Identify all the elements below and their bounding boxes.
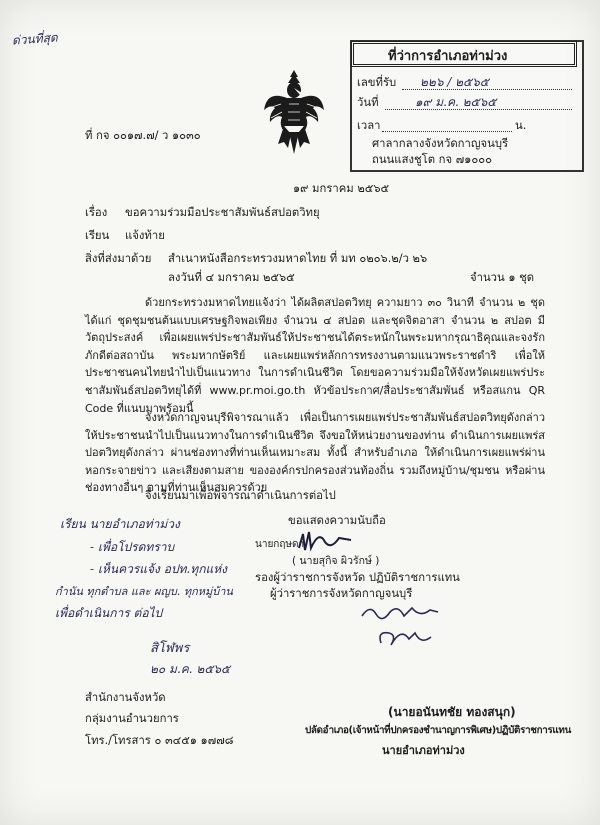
district-signer-title-2: นายอำเภอท่าม่วง: [382, 744, 465, 757]
footer-phone: โทร./โทรสาร ๐ ๓๔๕๑ ๑๗๗๘: [85, 734, 234, 747]
footer-office: สำนักงานจังหวัด: [85, 691, 166, 704]
attachment-quantity: จำนวน ๑ ชุด: [470, 271, 535, 284]
handwritten-line-5: เพื่อดำเนินการ ต่อไป: [55, 606, 163, 620]
sender-address-line1: ศาลากลางจังหวัดกาญจนบุรี: [372, 137, 509, 150]
reference-number: ที่ กจ ๐๐๑๗.๗/ ว ๑๐๓๐: [85, 129, 201, 142]
body-paragraph-1: ด้วยกระทรวงมหาดไทยแจ้งว่า ได้ผลิตสปอตวิทยุ ความยาว ๓๐ วินาที จำนวน ๒ ชุด ได้แก่ ชุดชุมชนต้นแบบเศรษฐกิจพอเพียง จำนวน ๔ สปอต และชุดจิตอาสา จำนวน ๒ สปอต มีวัตถุประสงค์ เพื่อเผยแพร่ประชาสัมพันธ์ให้ประชาชนได้ตระหนักในพระมหากรุณาธิคุณและจงรักภักดีต่อสถาบัน พระมหากษัตริย์ และเผยแพร่หลักการทรงงานตามแนวพระราชดำริ เพื่อให้ประชาชนคนไทยนำไปเป็นแนวทาง ในการดำเนินชีวิต โดยขอความร่วมมือให้จังหวัดเผยแพร่ประชาสัมพันธ์สปอตวิทยุได้ที่ www.pr.moi.go.th หัวข้อประกาศ/สื่อประชาสัมพันธ์ หรือสแกน QR Code ที่แนบมาพร้อมนี้: [85, 296, 545, 415]
closing-text: ขอแสดงความนับถือ: [288, 514, 386, 527]
handwritten-date: ๒๐ ม.ค. ๒๕๖๕: [150, 662, 231, 676]
subject-text: ขอความร่วมมือประชาสัมพันธ์สปอตวิทยุ: [125, 206, 320, 219]
to-label: เรียน: [85, 229, 110, 242]
district-chief-signature-icon: [375, 625, 435, 651]
garuda-emblem-icon: [261, 68, 327, 156]
letter-date: ๑๙ มกราคม ๒๕๖๕: [293, 182, 390, 195]
attachment-date: ลงวันที่ ๔ มกราคม ๒๕๖๕: [168, 271, 295, 284]
district-signer-name: (นายอนันทชัย ทองสนุก): [388, 705, 516, 719]
stamp-date-value: ๑๙ ม.ค. ๒๕๖๕: [415, 95, 497, 109]
corner-handwritten-note: ด่วนที่สุด: [11, 30, 59, 48]
handwritten-line-4: กำนัน ทุกตำบล และ ผญบ. ทุกหมู่บ้าน: [55, 585, 233, 598]
subject-label: เรื่อง: [85, 206, 108, 219]
handwritten-line-3: - เห็นควรแจ้ง อปท.ทุกแห่ง: [90, 562, 227, 576]
stamp-dotted-line-3: [382, 131, 512, 132]
reviewer-signature-icon: [360, 600, 440, 624]
district-signer-title-1: ปลัดอำเภอ(เจ้าหน้าที่ปกครองชำนาญการพิเศษ)ปฏิบัติราชการแทน: [305, 725, 571, 736]
stamp-time-label: เวลา: [357, 119, 381, 132]
stamp-received-no-value: ๒๒๖ / ๒๕๖๕: [420, 75, 489, 89]
signer-title-1: รองผู้ว่าราชการจังหวัด ปฏิบัติราชการแทน: [255, 571, 460, 584]
attachment-text: สำเนาหนังสือกระทรวงมหาดไทย ที่ มท ๐๒๐๖.๒/ว ๒๖: [168, 252, 428, 265]
stamp-time-value: น.: [515, 119, 527, 132]
signer-title-2: ผู้ว่าราชการจังหวัดกาญจนบุรี: [270, 587, 413, 600]
footer-group: กลุ่มงานอำนวยการ: [85, 712, 179, 725]
handwritten-line-1: เรียน นายอำเภอท่าม่วง: [60, 517, 180, 531]
signer-prefix: นายกฤษดา: [255, 539, 305, 550]
handwritten-line-2: - เพื่อโปรดทราบ: [90, 540, 175, 554]
stamp-received-no-label: เลขที่รับ: [357, 76, 397, 89]
provincial-signature-icon: [295, 528, 355, 556]
handwritten-initials: สิโฬพร: [150, 641, 190, 656]
attachment-label: สิ่งที่ส่งมาด้วย: [85, 252, 152, 265]
body-paragraph-3: จึงเรียนมาเพื่อพิจารณาดำเนินการต่อไป: [145, 489, 336, 502]
signer-name: ( นายสุกิจ ผิวรักษ์ ): [292, 555, 380, 567]
body-paragraph-2: จังหวัดกาญจนบุรีพิจารณาแล้ว เพื่อเป็นการเผยแพร่ประชาสัมพันธ์สปอตวิทยุดังกล่าว ให้ประชาชนนำไปเป็นแนวทางในการดำเนินชีวิต จึงขอให้หน่วยงานของท่าน ดำเนินการเผยแพร่สปอตวิทยุดังกล่าว ผ่านช่องทางที่ท่านเห็นเหมาะสม ทั้งนี้ สำหรับอำเภอ ให้ดำเนินการเผยแพร่ผ่านหอกระจายข่าว และเสียงตามสาย ขององค์กรปกครองส่วนท้องถิ่น รวมถึงหมู่บ้าน/ชุมชน หรือผ่านช่องทางอื่นๆ ตามที่ท่านเห็นสมควรด้วย: [85, 411, 545, 495]
stamp-date-label: วันที่: [357, 96, 379, 109]
sender-address-line2: ถนนแสงชูโต กจ ๗๑๐๐๐: [372, 153, 493, 166]
to-text: แจ้งท้าย: [125, 229, 165, 242]
stamp-office: ที่ว่าการอำเภอท่าม่วง: [388, 49, 508, 64]
